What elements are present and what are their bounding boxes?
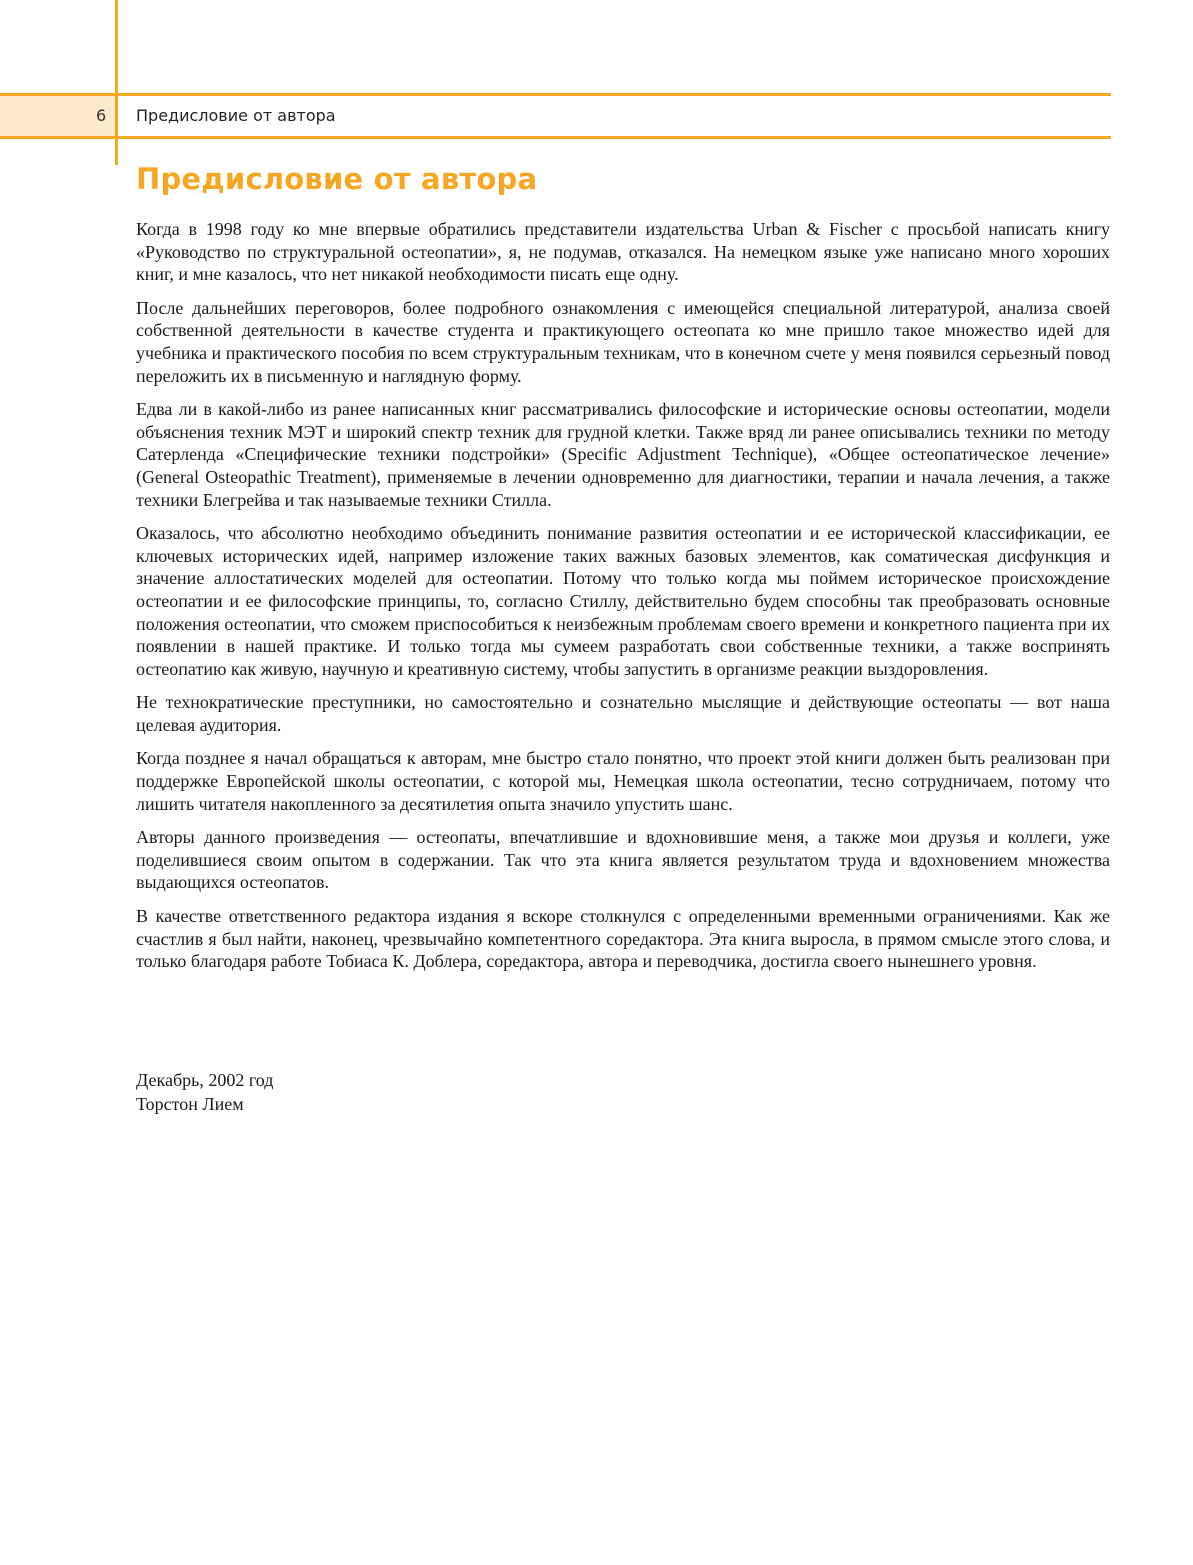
page-number: 6: [96, 106, 107, 125]
page-title: Предисловие от автора: [136, 162, 538, 196]
paragraph: Когда позднее я начал обращаться к авторам, мне быстро стало понятно, что проект этой книги должен быть реализован при поддержке Европейской школы остеопатии, с которой мы, Немецкая школа остеопатии, тесно сотрудничаем, потому что лишить читателя накопленного за десятилетия опыта значило упустить шанс.: [136, 748, 1110, 814]
paragraph: Авторы данного произведения — остеопаты, впечатлившие и вдохновившие меня, а также мои друзья и коллеги, уже поделившиеся своим опытом в содержании. Так что эта книга является результатом труда и вдохновением множества выдающихся остеопатов.: [136, 827, 1110, 893]
paragraph: Оказалось, что абсолютно необходимо объединить понимание развития остеопатии и ее исторической классификации, ее ключевых исторических идей, например изложение таких важных базовых элементов, как соматическая дисфункция и значение аллостатических моделей для остеопатии. Потому что только когда мы поймем историческое происхождение остеопатии и ее философские принципы, то, согласно Стиллу, действительно будем способны так преобразовать основные положения остеопатии, что сможем приспособиться к неизбежным проблемам своего времени и конкретного пациента при их появлении в нашей практике. И только тогда мы сумеем разработать свои собственные техники, а также воспринять остеопатию как живую, научную и креативную систему, чтобы запустить в организме реакции выздоровления.: [136, 523, 1110, 679]
signature-date: Декабрь, 2002 год: [136, 1070, 274, 1090]
signature-block: [136, 1068, 273, 1116]
paragraph: Не технократические преступники, но самостоятельно и сознательно мыслящие и действующие остеопаты — вот наша целевая аудитория.: [136, 692, 1110, 735]
paragraph: Когда в 1998 году ко мне впервые обратились представители издательства Urban & Fischer с просьбой написать книгу «Руководство по структуральной остеопатии», я, не подумав, отказался. На немецком языке уже написано много хороших книг, и мне казалось, что нет никакой необходимости писать еще одну.: [136, 219, 1110, 285]
paragraph: После дальнейших переговоров, более подробного ознакомления с имеющейся специальной литературой, анализа своей собственной деятельности в качестве студента и практикующего остеопата ко мне пришло такое множество идей для учебника и практического пособия по всем структуральным техникам, что в конечном счете у меня появился серьезный повод переложить их в письменную и наглядную форму.: [136, 297, 1110, 386]
body-text: [136, 218, 1110, 984]
paragraph: В качестве ответственного редактора издания я вскоре столкнулся с определенными временными ограничениями. Как же счастлив я был найти, наконец, чрезвычайно компетентного соредактора. Эта книга выросла, в прямом смысле этого слова, и только благодаря работе Тобиаса К. Доблера, соредактора, автора и переводчика, достигла своего нынешнего уровня.: [136, 906, 1110, 972]
page-header: [0, 93, 1111, 139]
paragraph: Едва ли в какой-либо из ранее написанных книг рассматривались философские и исторические основы остеопатии, модели объяснения техник МЭТ и широкий спектр техник для грудной клетки. Также вряд ли ранее описывались техники по методу Сатерленда «Специфические техники подстройки» (Specific Adjustment Technique), «Общее остеопатическое лечение» (General Osteopathic Treatment), применяемые в лечении одновременно для диагностики, терапии и начала лечения, а также техники Блегрейва и так называемые техники Стилла.: [136, 399, 1110, 510]
signature-author: Торстон Лием: [136, 1094, 244, 1114]
margin-rule: [115, 0, 118, 165]
running-title: Предисловие от автора: [136, 106, 336, 125]
